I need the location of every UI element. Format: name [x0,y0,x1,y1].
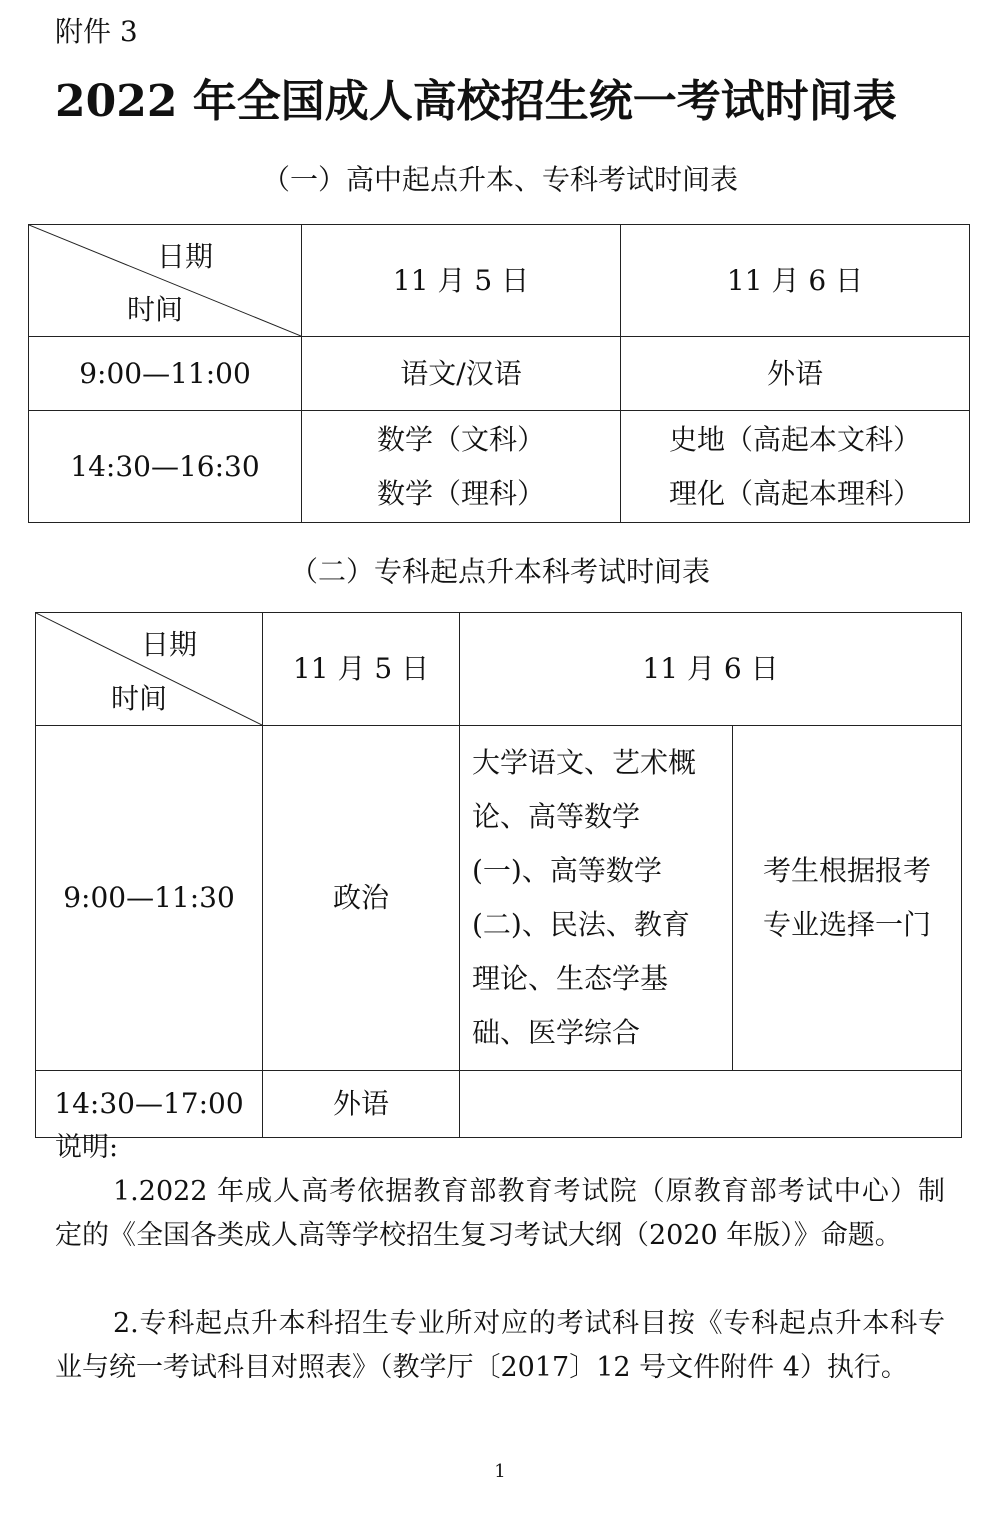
note-item-2: 2.专科起点升本科招生专业所对应的考试科目按《专科起点升本科专业与统一考试科目对照表》（教学厅〔2017〕12 号文件附件 4）执行。 [55,1308,945,1383]
table2-corner-cell [36,613,263,726]
table2-row1-day1: 政治 [263,726,460,1071]
table2-row2-day1: 外语 [263,1071,460,1138]
subject-line: 理论、生态学基 [472,962,669,995]
table1-row2-day2 [621,411,970,523]
schedule-table-2 [35,612,962,1138]
page-title: 2022 年全国成人高校招生统一考试时间表 [55,76,897,127]
notes-heading: 说明: [55,1132,119,1163]
subject-line: 大学语文、艺术概 [472,746,697,779]
corner-date-label: 日期 [156,240,213,273]
subject-text: 外语 [766,356,823,390]
subject-text: 语文/汉语 [400,356,522,390]
table2-row2-time: 14:30—17:00 [36,1071,263,1138]
table1-header-day2: 11 月 6 日 [621,225,970,337]
table2-row1-day2-subjects [460,726,733,1071]
table1-row1-day2 [621,337,970,411]
table2-caption: （二）专科起点升本科考试时间表 [289,555,710,588]
page-number: 1 [494,1461,506,1482]
subject-text: 史地（高起本文科） [668,422,921,456]
table1-row2-day1 [302,411,621,523]
subject-line: (二)、民法、教育 [472,908,690,941]
table2-header-day1: 11 月 5 日 [263,613,460,726]
corner-time-label: 时间 [126,293,183,326]
table1-row2-time: 14:30—16:30 [29,411,302,523]
table1-corner-cell [29,225,302,337]
table2-row1-time: 9:00—11:30 [36,726,263,1071]
table1-row1-time: 9:00—11:00 [29,337,302,411]
note-line: 专业选择一门 [762,908,931,941]
table2-header-day2: 11 月 6 日 [460,613,962,726]
note-line: 考生根据报考 [762,854,931,887]
table2-row1-day2-note [733,726,962,1071]
subject-text: 理化（高起本理科） [668,476,921,510]
subject-text: 数学（文科） [376,422,545,456]
subject-line: (一)、高等数学 [472,854,662,887]
attachment-label: 附件 3 [55,15,138,48]
subject-line: 础、医学综合 [472,1016,641,1049]
corner-time-label: 时间 [110,682,167,715]
table1-caption: （一）高中起点升本、专科考试时间表 [261,163,738,196]
table1-row1-day1 [302,337,621,411]
schedule-table-1 [28,224,970,523]
corner-date-label: 日期 [140,628,197,661]
subject-line: 论、高等数学 [472,800,641,833]
table1-header-day1: 11 月 5 日 [302,225,621,337]
note-item-1: 1.2022 年成人高考依据教育部教育考试院（原教育部考试中心）制定的《全国各类成人高等学校招生复习考试大纲（2020 年版）》命题。 [55,1176,945,1251]
subject-text: 数学（理科） [376,476,545,510]
